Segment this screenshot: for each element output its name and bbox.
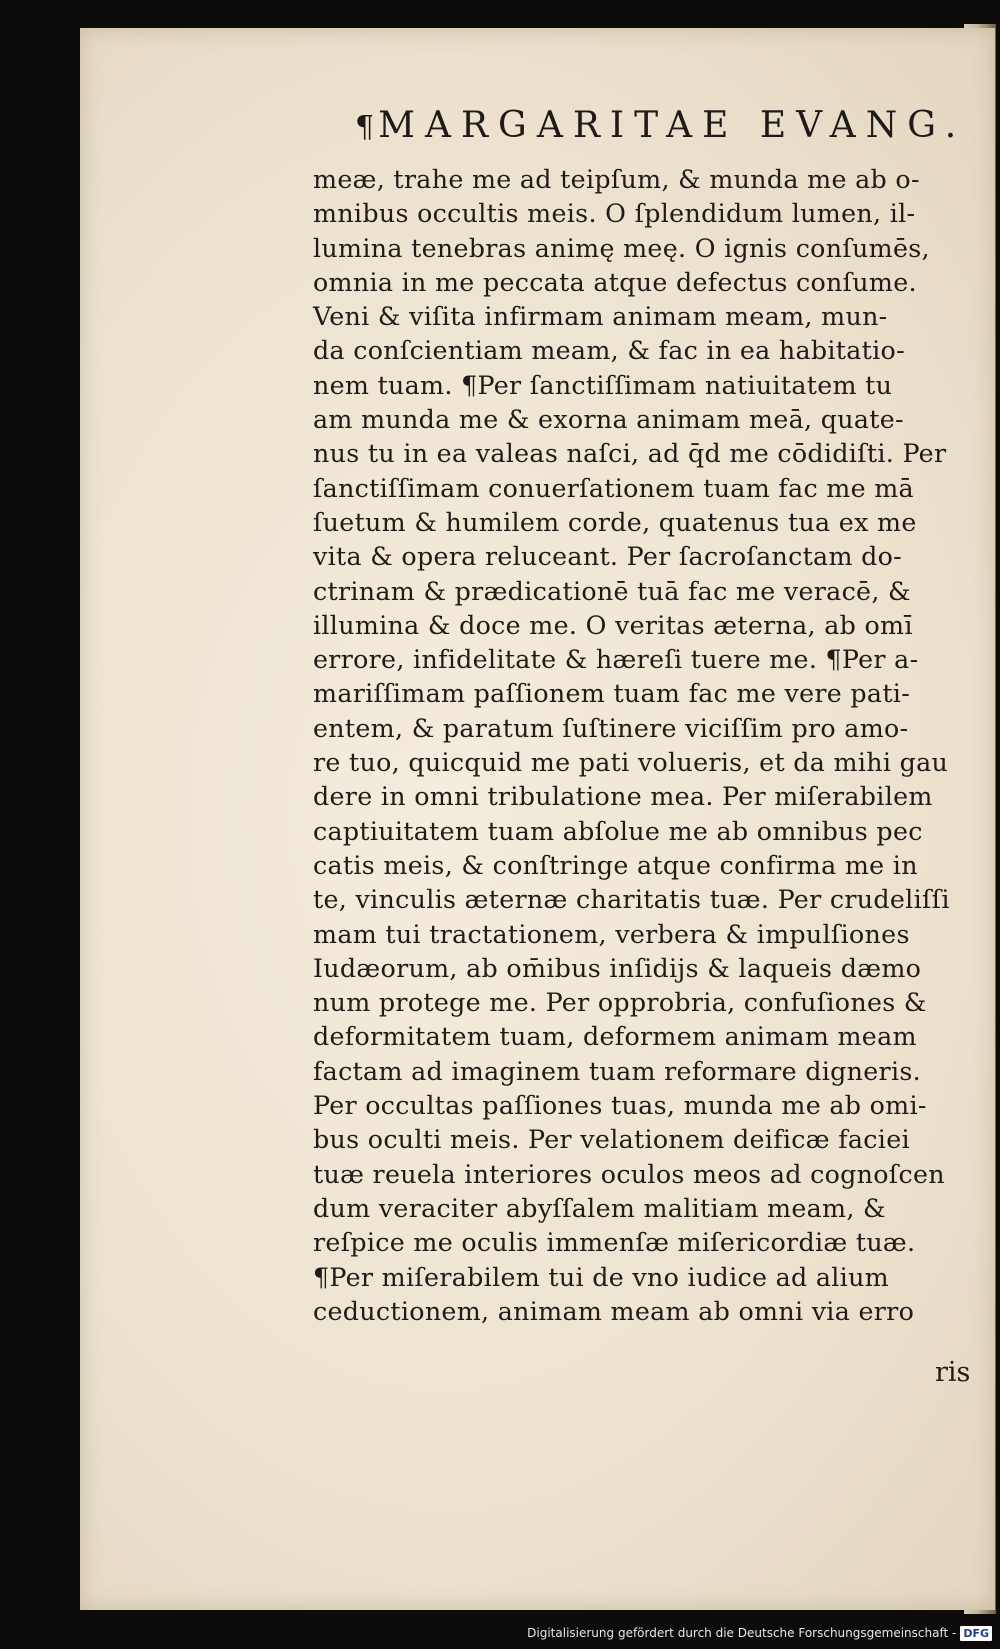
text-line: re tuo, quicquid me pati volueris, et da mihi gau <box>313 747 949 778</box>
text-line: ceductionem, animam meam ab omni via erro <box>313 1295 915 1326</box>
digitization-credit <box>527 1624 992 1642</box>
text-line: mam tui tractationem, verbera & impulſiones <box>313 918 910 949</box>
text-line: captiuitatem tuam abſolue me ab omnibus pec <box>313 815 923 846</box>
text-line: am munda me & exorna animam meā, quate- <box>313 404 904 435</box>
text-line: ſuetum & humilem corde, quatenus tua ex me <box>313 506 917 537</box>
text-line: lumina tenebras animę meę. O ignis conſumēs, <box>313 232 930 263</box>
text-line: dum veraciter abyſſalem malitiam meam, & <box>313 1192 886 1223</box>
text-line: factam ad imaginem tuam reformare digneris. <box>313 1055 922 1086</box>
text-line: ſanctiſſimam conuerſationem tuam fac me mā <box>313 472 914 503</box>
catchword: ris <box>935 1357 971 1388</box>
text-line: da conſcientiam meam, & fac in ea habitatio- <box>313 335 905 366</box>
text-line: catis meis, & conſtringe atque confirma me in <box>313 849 918 880</box>
text-line: vita & opera reluceant. Per ſacroſanctam do- <box>313 541 903 572</box>
text-line: errore, infidelitate & hæreſi tuere me. ¶Per a- <box>313 644 919 675</box>
text-line: entem, & paratum ſuſtinere viciſſim pro amo- <box>313 712 909 743</box>
text-line: Iudæorum, ab om̄ibus inſidijs & laqueis dæmo <box>313 952 922 983</box>
text-line: num protege me. Per opprobria, confuſiones & <box>313 987 927 1018</box>
text-line: bus oculti meis. Per velationem deificæ faciei <box>313 1124 910 1155</box>
running-header <box>355 105 967 146</box>
text-line: Per occultas paſſiones tuas, munda me ab omi- <box>313 1090 927 1121</box>
text-line: illumina & doce me. O veritas æterna, ab omī <box>313 609 913 640</box>
text-line: nus tu in ea valeas naſci, ad q̄d me cōdidiſti. Per <box>313 438 947 469</box>
text-line: tuæ reuela interiores oculos meos ad cognoſcen <box>313 1158 945 1189</box>
body-text <box>313 162 993 1328</box>
text-line: omnia in me peccata atque defectus conſume. <box>313 266 917 297</box>
text-line: mariſſimam paſſionem tuam fac me vere pati- <box>313 678 911 709</box>
header-pilcrow: ¶ <box>355 110 379 145</box>
text-line: ctrinam & prædicationē tuā fac me veracē, & <box>313 575 911 606</box>
text-line: Veni & viſita infirmam animam meam, mun- <box>313 301 888 332</box>
text-line: ¶Per miſerabilem tui de vno iudice ad alium <box>313 1261 889 1292</box>
text-line: meæ, trahe me ad teipſum, & munda me ab o- <box>313 164 920 194</box>
header-title: MARGARITAE EVANG. <box>378 105 967 146</box>
text-line: nem tuam. ¶Per ſanctiſſimam natiuitatem tu <box>313 369 893 400</box>
text-line: te, vinculis æternæ charitatis tuæ. Per crudeliſſi <box>313 884 950 915</box>
credit-text: Digitalisierung gefördert durch die Deutsche Forschungsgemeinschaft - <box>527 1626 957 1640</box>
dfg-logo: DFG <box>960 1626 992 1641</box>
text-line: dere in omni tribulatione mea. Per miſerabilem <box>313 781 933 812</box>
text-line: mnibus occultis meis. O ſplendidum lumen, il- <box>313 198 916 229</box>
text-line: reſpice me oculis immenſæ miſericordiæ tuæ. <box>313 1227 916 1258</box>
text-line: deformitatem tuam, deformem animam meam <box>313 1021 917 1052</box>
